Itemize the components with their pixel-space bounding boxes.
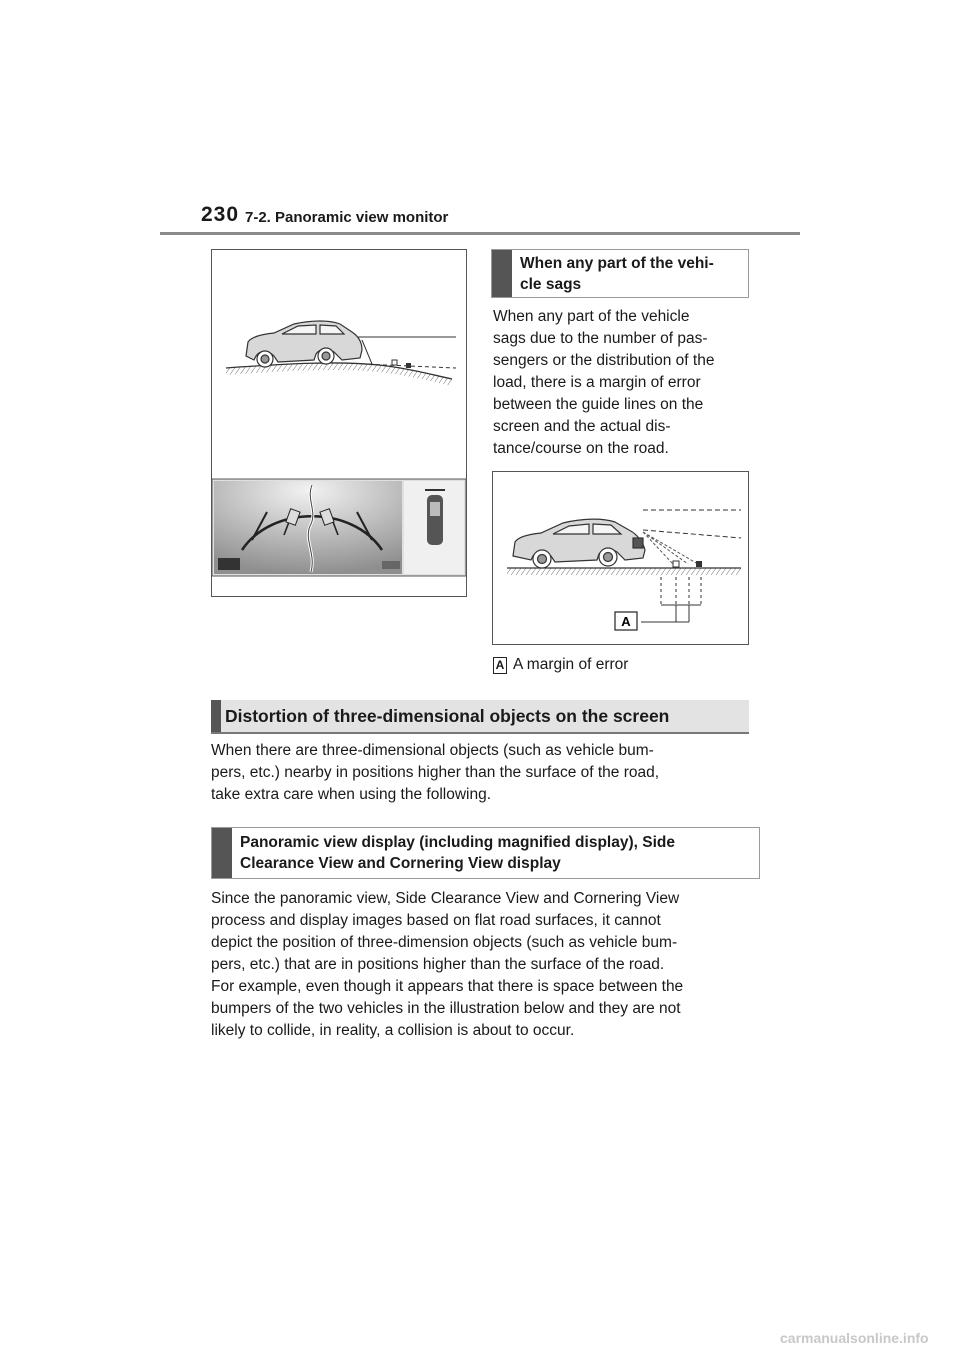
sag-body-line: screen and the actual dis- [493,418,671,435]
panoramic-subheading-text [240,828,753,878]
distortion-heading-text: Distortion of three-dimensional objects on the screen [225,705,670,726]
sag-illustration [212,250,466,596]
margin-of-error-figure [492,471,749,645]
subheading-line-2: Clearance View and Cornering View display [240,855,561,872]
panoramic-subheading [211,827,760,879]
intro-line: When there are three-dimensional objects (such as vehicle bum- [211,742,654,759]
sag-heading-line-1: When any part of the vehi- [520,254,714,272]
sag-heading-text [520,250,742,297]
body-line: pers, etc.) that are in positions higher than the surface of the road. [211,956,665,973]
caption-badge: A [493,657,507,674]
figure-caption [493,655,628,675]
sag-body-line: between the guide lines on the [493,396,704,413]
intro-line: take extra care when using the following. [211,786,492,803]
body-line: For example, even though it appears that there is space between the [211,978,684,995]
sag-illustration-figure [211,249,467,597]
body-line: likely to collide, in reality, a collision is about to occur. [211,1022,575,1039]
caption-text: A margin of error [513,656,629,673]
header-rule [160,232,800,235]
sag-body-line: sengers or the distribution of the [493,352,715,369]
sag-body-text [493,306,749,460]
sag-heading [491,249,749,298]
sag-body-line: tance/course on the road. [493,440,669,457]
heading-accent-bar [211,700,221,732]
distortion-intro [211,740,756,806]
vehicle-silhouette [246,321,362,367]
vehicle-silhouette [513,519,645,568]
body-line: bumpers of the two vehicles in the illustration below and they are not [211,1000,681,1017]
distortion-heading [211,700,749,734]
sag-heading-line-2: cle sags [520,275,582,293]
panoramic-body [211,888,760,1042]
body-line: process and display images based on flat road surfaces, it cannot [211,912,661,929]
body-line: depict the position of three-dimension objects (such as vehicle bum- [211,934,678,951]
body-line: Since the panoramic view, Side Clearance View and Cornering View [211,890,680,907]
page-number: 230 [201,203,240,226]
watermark: carmanualsonline.info [780,1330,929,1346]
sag-body-line: load, there is a margin of error [493,374,701,391]
sag-body-line: When any part of the vehicle [493,308,690,325]
heading-accent-bar [492,250,512,297]
figure-label-a: A [621,614,631,629]
margin-of-error-illustration [493,472,748,644]
heading-accent-bar [212,828,232,878]
section-title: 7-2. Panoramic view monitor [245,209,449,226]
sag-body-line: sags due to the number of pas- [493,330,708,347]
subheading-line-1: Panoramic view display (including magnified display), Side [240,834,675,851]
intro-line: pers, etc.) nearby in positions higher than the surface of the road, [211,764,660,781]
